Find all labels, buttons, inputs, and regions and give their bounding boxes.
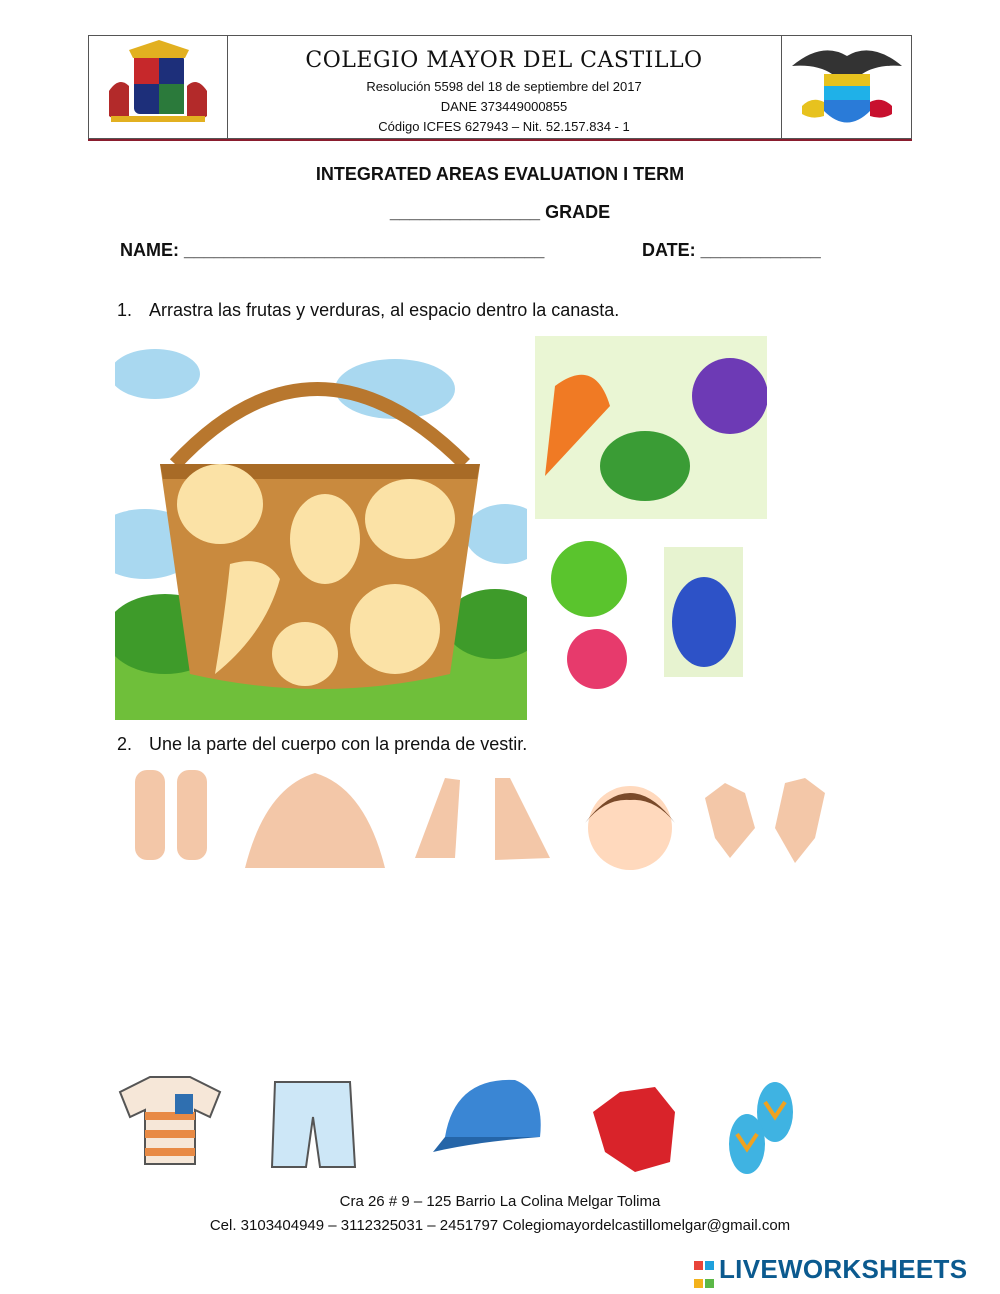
face-image[interactable] <box>585 786 675 870</box>
school-name: COLEGIO MAYOR DEL CASTILLO <box>305 48 703 73</box>
page-number: 1 <box>622 119 630 134</box>
plum-image[interactable] <box>664 547 743 677</box>
flip-flops-image[interactable] <box>729 1082 793 1174</box>
torso-image[interactable] <box>245 773 385 868</box>
tshirt-image[interactable] <box>120 1077 220 1164</box>
resolution-line: Resolución 5598 del 18 de septiembre del 2017 <box>366 79 642 94</box>
apple-radish-image[interactable] <box>537 531 644 694</box>
brand-name: LIVEWORKSHEETS <box>719 1254 968 1284</box>
question-1-text: Arrastra las frutas y verduras, al espacio dentro la canasta. <box>149 300 620 320</box>
school-crest <box>89 36 228 138</box>
school-info <box>227 36 781 138</box>
school-header <box>88 35 912 139</box>
footer-contact: Cel. 3103404949 – 3112325031 – 2451797 Colegiomayordelcastillomelgar@gmail.com <box>209 1217 791 1234</box>
liveworksheets-logo <box>693 1254 993 1286</box>
grade-field[interactable]: _______________ GRADE <box>389 202 611 222</box>
question-1-number: 1. <box>117 300 133 320</box>
question-1 <box>117 300 619 321</box>
shorts-image[interactable] <box>272 1082 355 1167</box>
carrot-grapes-broccoli-image[interactable] <box>535 336 767 519</box>
footer-address: Cra 26 # 9 – 125 Barrio La Colina Melgar Tolima <box>339 1193 661 1210</box>
icfes-line <box>227 117 781 137</box>
page-title: INTEGRATED AREAS EVALUATION I TERM <box>315 164 685 184</box>
gloves-image[interactable] <box>593 1087 675 1172</box>
name-field[interactable]: NAME: ____________________________________ <box>120 240 545 260</box>
legs-image[interactable] <box>135 770 207 860</box>
clothing-row <box>115 1072 815 1182</box>
question-2-number: 2. <box>117 734 133 754</box>
hands-image[interactable] <box>705 778 825 863</box>
brand-squares-icon <box>693 1258 717 1282</box>
date-field[interactable]: DATE: ____________ <box>642 240 821 260</box>
cap-image[interactable] <box>433 1080 541 1152</box>
icfes-text: Código ICFES 627943 – Nit. 52.157.834 - <box>378 119 619 134</box>
question-2-text: Une la parte del cuerpo con la prenda de vestir. <box>149 734 528 754</box>
body-parts-row <box>115 768 845 878</box>
header-divider <box>88 139 912 141</box>
dane-line: DANE 373449000855 <box>440 99 568 114</box>
question-2 <box>117 734 527 755</box>
colombia-coat-of-arms <box>781 36 912 138</box>
basket-drop-area[interactable] <box>115 334 527 720</box>
feet-image[interactable] <box>415 778 550 860</box>
